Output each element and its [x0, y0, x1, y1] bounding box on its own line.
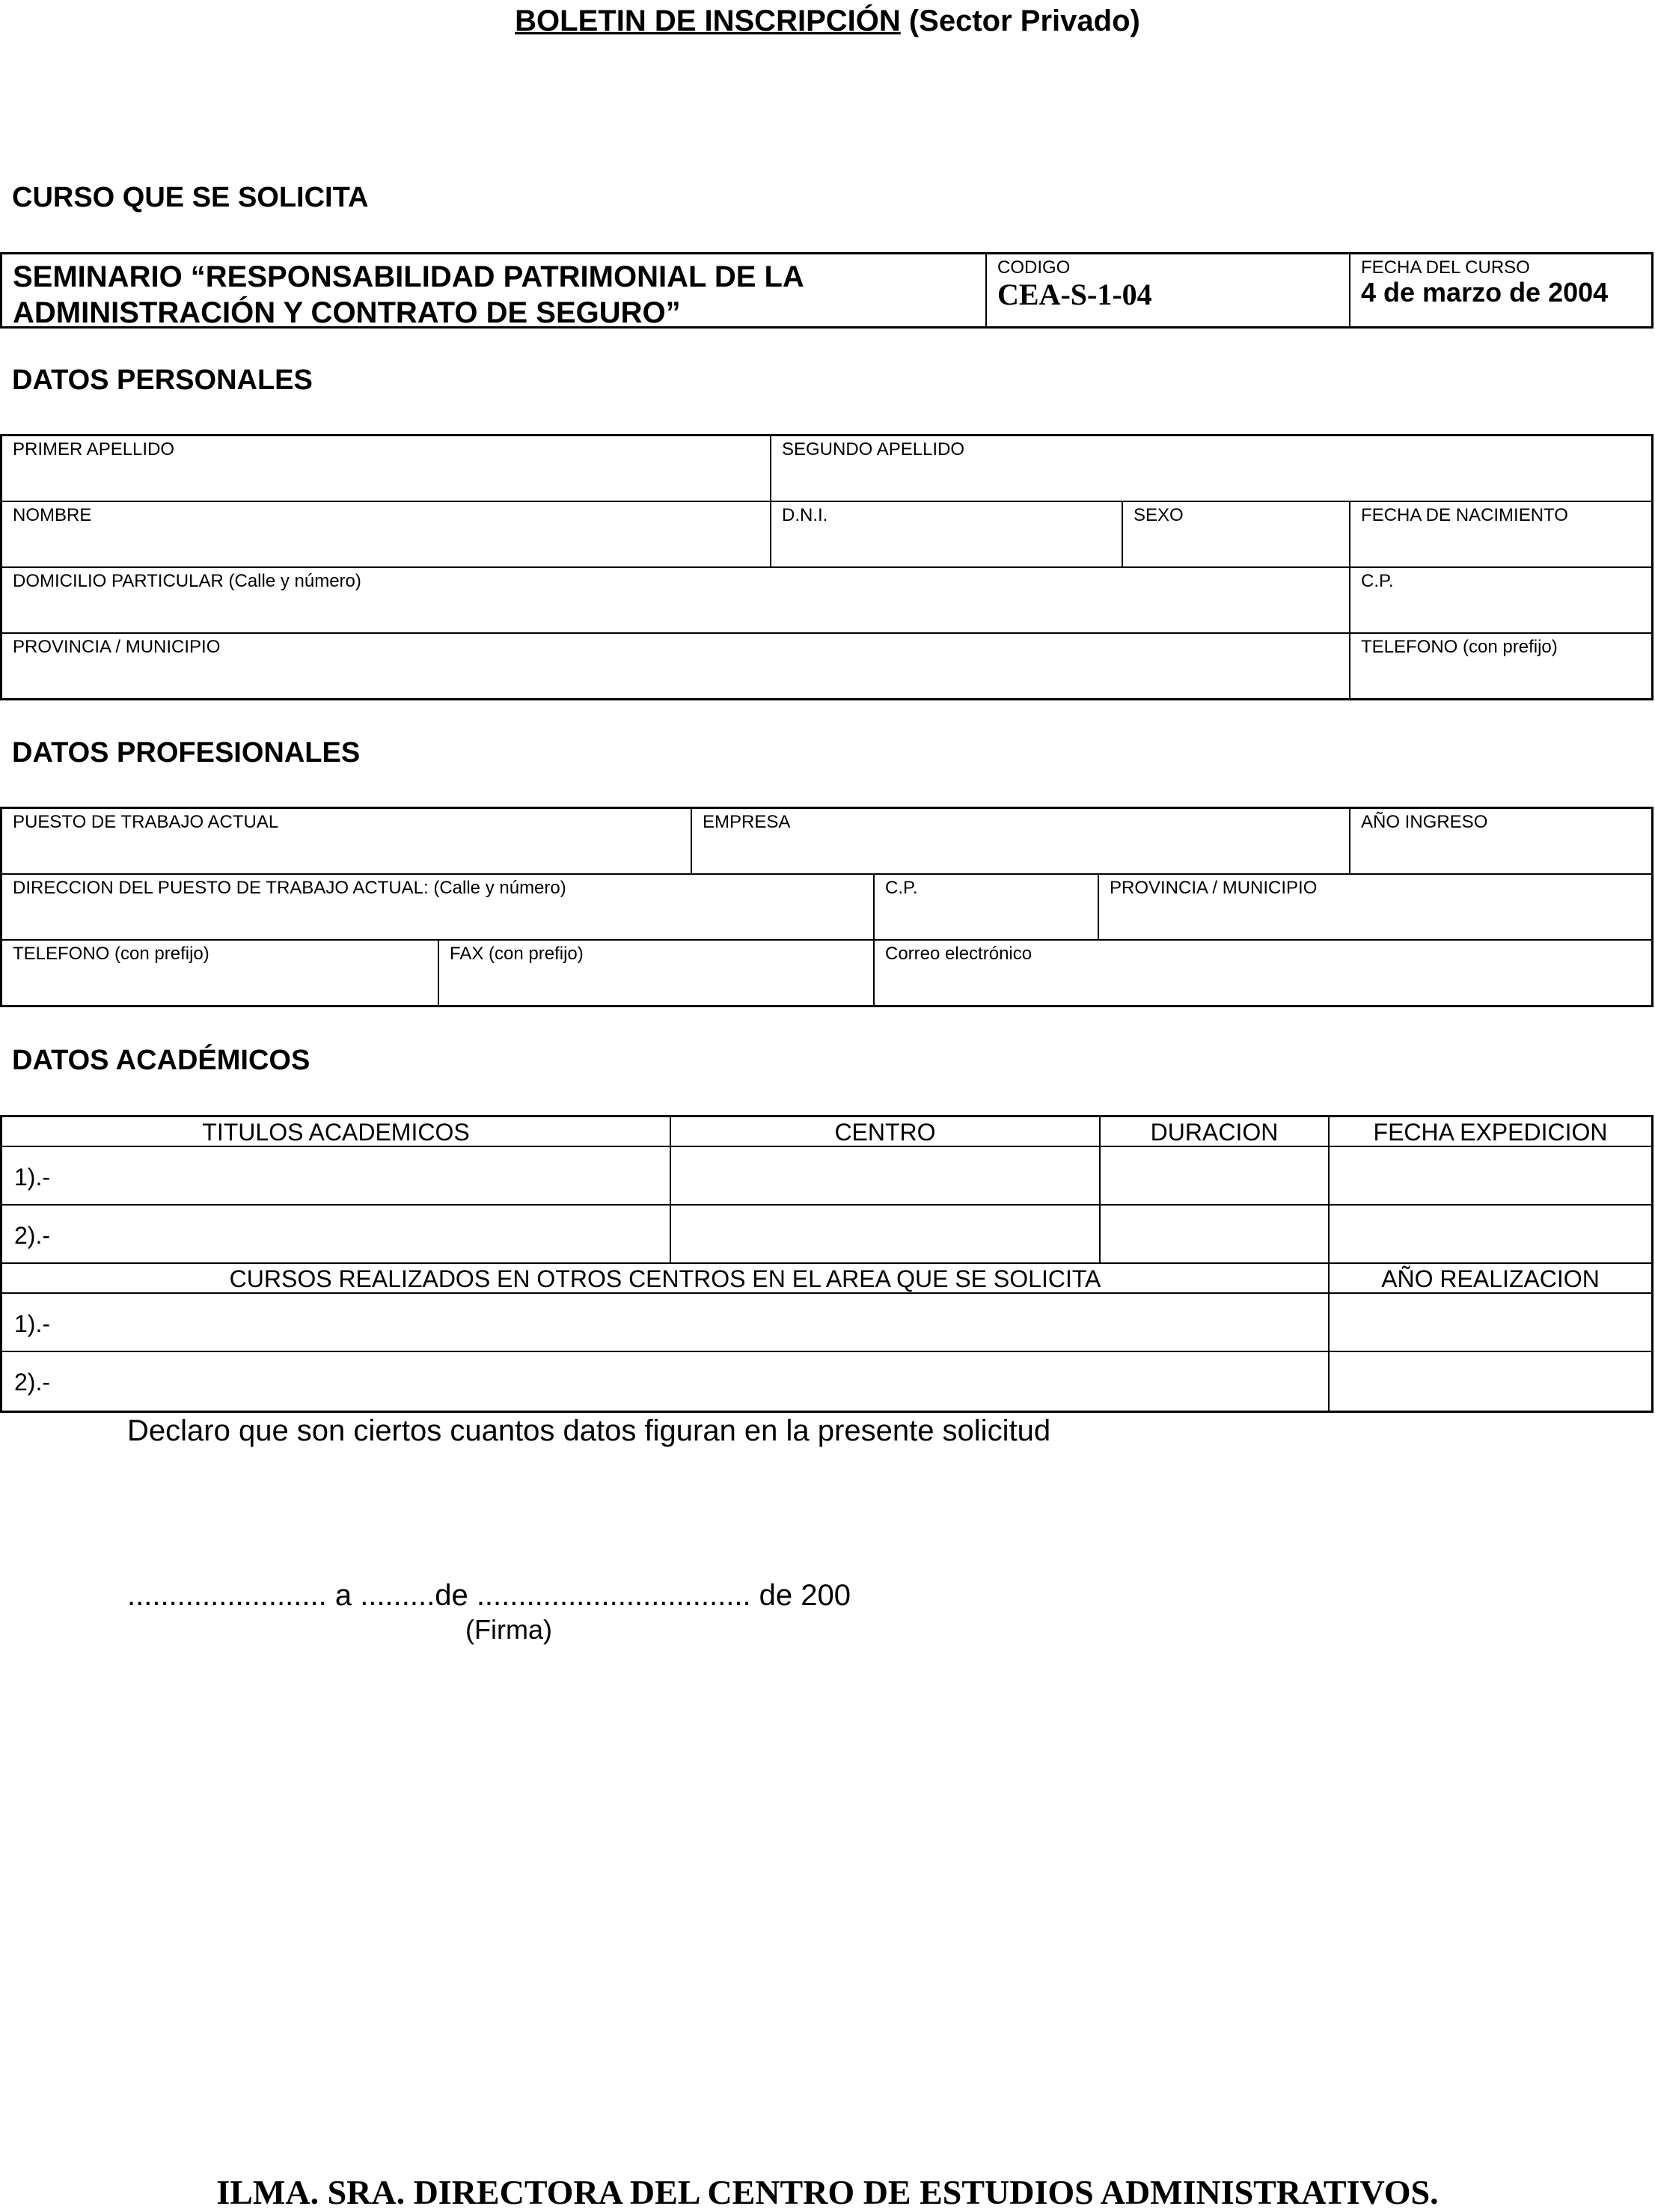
anio-row2-field[interactable]: [1330, 1352, 1651, 1411]
curso-row2-field[interactable]: [2, 1352, 1330, 1411]
empresa-label: EMPRESA: [703, 812, 791, 832]
header-centro: [671, 1117, 1101, 1147]
direccion-trabajo-label: DIRECCION DEL PUESTO DE TRABAJO ACTUAL: (Calle y número): [13, 878, 566, 898]
titulo-row2-field[interactable]: [2, 1206, 671, 1264]
fecha-row2-field[interactable]: [1330, 1206, 1651, 1264]
titulo-row2-number: 2).-: [14, 1222, 50, 1249]
cp-personal-label: C.P.: [1361, 571, 1394, 591]
provincia-personal-field[interactable]: [2, 634, 1350, 698]
fecha-nacimiento-label: FECHA DE NACIMIENTO: [1361, 505, 1568, 525]
curso-row2-number: 2).-: [14, 1369, 50, 1396]
cp-personal-field[interactable]: [1350, 568, 1651, 634]
signature-date-line: ........................ a .........de ................................. de 200: [127, 1579, 851, 1612]
header-titulos: [2, 1117, 671, 1147]
puesto-field[interactable]: [2, 809, 692, 875]
header-duracion: [1101, 1117, 1330, 1147]
anio-ingreso-label: AÑO INGRESO: [1361, 812, 1488, 832]
sexo-label: SEXO: [1134, 505, 1184, 525]
signature-label: (Firma): [465, 1614, 552, 1645]
fecha-curso-value: 4 de marzo de 2004: [1361, 277, 1609, 308]
duracion-row1-field[interactable]: [1101, 1147, 1330, 1206]
sexo-field[interactable]: [1123, 502, 1350, 568]
fax-field[interactable]: [439, 941, 875, 1005]
empresa-field[interactable]: [692, 809, 1350, 875]
cp-trabajo-field[interactable]: [875, 875, 1099, 941]
correo-label: Correo electrónico: [885, 944, 1033, 964]
titulo-row1-number: 1).-: [14, 1164, 50, 1191]
header-cursos-text: CURSOS REALIZADOS EN OTROS CENTROS EN EL AREA QUE SE SOLICITA: [229, 1265, 1101, 1292]
domicilio-field[interactable]: [2, 568, 1350, 634]
nombre-label: NOMBRE: [13, 505, 92, 525]
primer-apellido-label: PRIMER APELLIDO: [13, 439, 175, 459]
academicos-table: [0, 1115, 1654, 1413]
dni-label: D.N.I.: [782, 505, 828, 525]
section-personales-title: DATOS PERSONALES: [12, 364, 313, 396]
cp-trabajo-label: C.P.: [885, 878, 918, 898]
fecha-curso-label: FECHA DEL CURSO: [1361, 257, 1530, 278]
direccion-trabajo-field[interactable]: [2, 875, 875, 941]
header-titulos-text: TITULOS ACADEMICOS: [202, 1119, 470, 1146]
declaration-text: Declaro que son ciertos cuantos datos figuran en la presente solicitud: [127, 1414, 1051, 1447]
header-centro-text: CENTRO: [834, 1119, 936, 1146]
curso-row1-field[interactable]: [2, 1294, 1330, 1352]
segundo-apellido-field[interactable]: [771, 436, 1651, 502]
profesionales-table: [0, 807, 1654, 1007]
provincia-trabajo-label: PROVINCIA / MUNICIPIO: [1110, 878, 1318, 898]
codigo-cell[interactable]: [987, 254, 1350, 326]
section-curso-title: CURSO QUE SE SOLICITA: [12, 182, 369, 213]
curso-row1-number: 1).-: [14, 1310, 50, 1337]
section-academicos-title: DATOS ACADÉMICOS: [12, 1045, 310, 1076]
centro-row1-field[interactable]: [671, 1147, 1101, 1206]
curso-name-line1: SEMINARIO “RESPONSABILIDAD PATRIMONIAL DE LA: [13, 260, 804, 293]
telefono-trabajo-field[interactable]: [2, 941, 439, 1005]
anio-ingreso-field[interactable]: [1350, 809, 1651, 875]
fecha-curso-cell[interactable]: [1350, 254, 1651, 326]
provincia-personal-label: PROVINCIA / MUNICIPIO: [13, 637, 221, 657]
titulo-row1-field[interactable]: [2, 1147, 671, 1206]
puesto-label: PUESTO DE TRABAJO ACTUAL: [13, 812, 279, 832]
curso-name-cell[interactable]: [2, 254, 987, 329]
codigo-label: CODIGO: [997, 257, 1071, 278]
telefono-personal-field[interactable]: [1350, 634, 1651, 698]
dni-field[interactable]: [771, 502, 1123, 568]
curso-table: [0, 252, 1654, 329]
header-anio-realizacion-text: AÑO REALIZACION: [1381, 1265, 1600, 1292]
header-fecha-expedicion: [1330, 1117, 1651, 1147]
personales-table: [0, 434, 1654, 700]
fecha-nacimiento-field[interactable]: [1350, 502, 1651, 568]
primer-apellido-field[interactable]: [2, 436, 771, 502]
header-anio-realizacion: [1330, 1264, 1651, 1294]
header-fecha-expedicion-text: FECHA EXPEDICION: [1373, 1119, 1608, 1146]
codigo-value: CEA-S-1-04: [997, 278, 1152, 311]
correo-field[interactable]: [875, 941, 1651, 1005]
page-title: [0, 0, 1655, 42]
curso-name-line2: ADMINISTRACIÓN Y CONTRATO DE SEGURO”: [13, 296, 681, 329]
segundo-apellido-label: SEGUNDO APELLIDO: [782, 439, 965, 459]
title-underlined: BOLETIN DE INSCRIPCIÓN: [515, 4, 901, 37]
footer-addressee: ILMA. SRA. DIRECTORA DEL CENTRO DE ESTUDIOS ADMINISTRATIVOS.: [216, 2173, 1439, 2211]
centro-row2-field[interactable]: [671, 1206, 1101, 1264]
anio-row1-field[interactable]: [1330, 1294, 1651, 1352]
fecha-row1-field[interactable]: [1330, 1147, 1651, 1206]
fax-label: FAX (con prefijo): [450, 944, 584, 964]
provincia-trabajo-field[interactable]: [1099, 875, 1651, 941]
header-duracion-text: DURACION: [1150, 1119, 1279, 1146]
duracion-row2-field[interactable]: [1101, 1206, 1330, 1264]
domicilio-label: DOMICILIO PARTICULAR (Calle y número): [13, 571, 361, 591]
nombre-field[interactable]: [2, 502, 771, 568]
title-rest: (Sector Privado): [900, 4, 1140, 37]
header-cursos: [2, 1264, 1330, 1294]
telefono-trabajo-label: TELEFONO (con prefijo): [13, 944, 209, 964]
telefono-personal-label: TELEFONO (con prefijo): [1361, 637, 1558, 657]
section-profesionales-title: DATOS PROFESIONALES: [12, 737, 361, 769]
